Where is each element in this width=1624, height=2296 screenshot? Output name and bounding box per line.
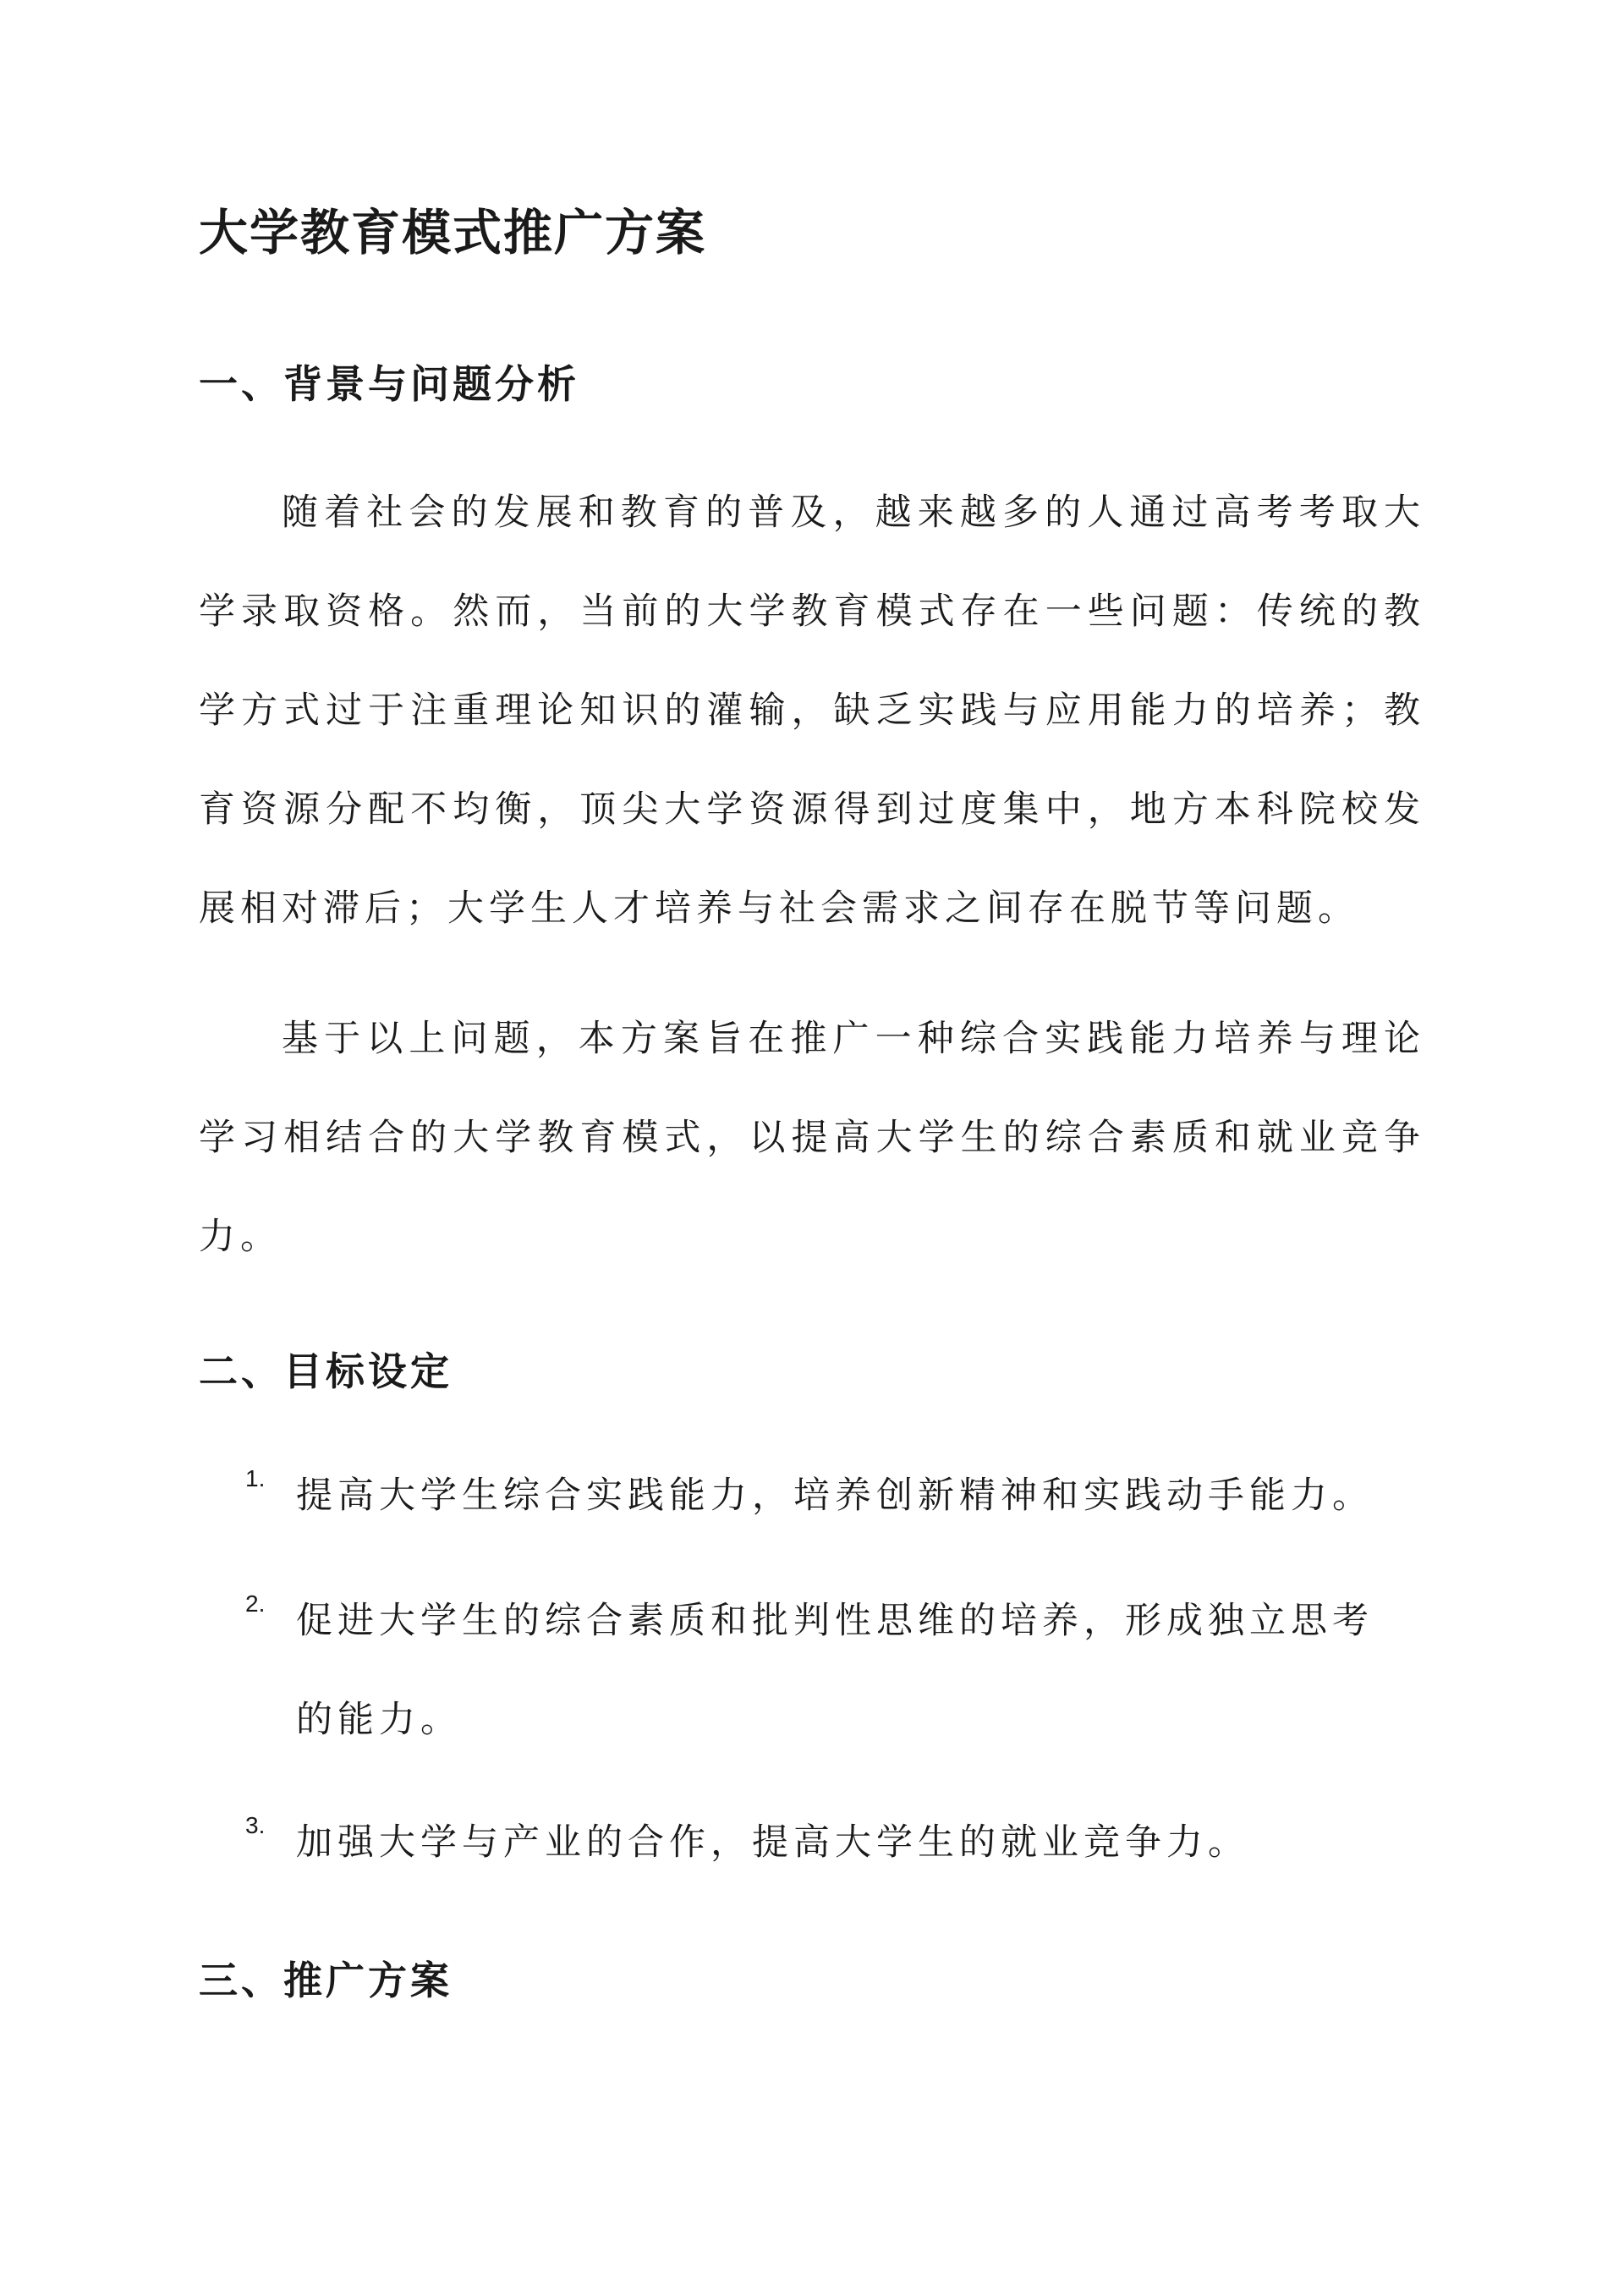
list-text: 加强大学与产业的合作，提高大学生的就业竞争力。 — [296, 1821, 1249, 1864]
list-number: 1. — [245, 1465, 266, 1491]
list-number: 2. — [245, 1590, 266, 1617]
goal-list-item — [199, 1793, 1425, 1892]
section-heading-plan: 三、推广方案 — [199, 1958, 453, 2003]
paragraph-proposal-purpose: 基于以上问题，本方案旨在推广一种综合实践能力培养与理论学习相结合的大学教育模式，以提高大学生的综合素质和就业竞争力。 — [199, 1018, 1425, 1258]
document-title: 大学教育模式推广方案 — [199, 204, 707, 261]
list-number: 3. — [245, 1812, 266, 1838]
list-text: 提高大学生综合实践能力，培养创新精神和实践动手能力。 — [296, 1475, 1374, 1517]
goal-list-item — [199, 1572, 1425, 1770]
section-heading-background: 一、背景与问题分析 — [199, 361, 579, 407]
list-text: 促进大学生的综合素质和批判性思维的培养，形成独立思考的能力。 — [296, 1600, 1374, 1741]
paragraph-background-problems: 随着社会的发展和教育的普及，越来越多的人通过高考考取大学录取资格。然而，当前的大学教育模式存在一些问题：传统的教学方式过于注重理论知识的灌输，缺乏实践与应用能力的培养；教育资源分配不均衡，顶尖大学资源得到过度集中，地方本科院校发展相对滞后；大学生人才培养与社会需求之间存在脱节等问题。 — [199, 492, 1425, 930]
goal-list-item — [199, 1447, 1425, 1546]
section-heading-goals: 二、目标设定 — [199, 1348, 453, 1394]
